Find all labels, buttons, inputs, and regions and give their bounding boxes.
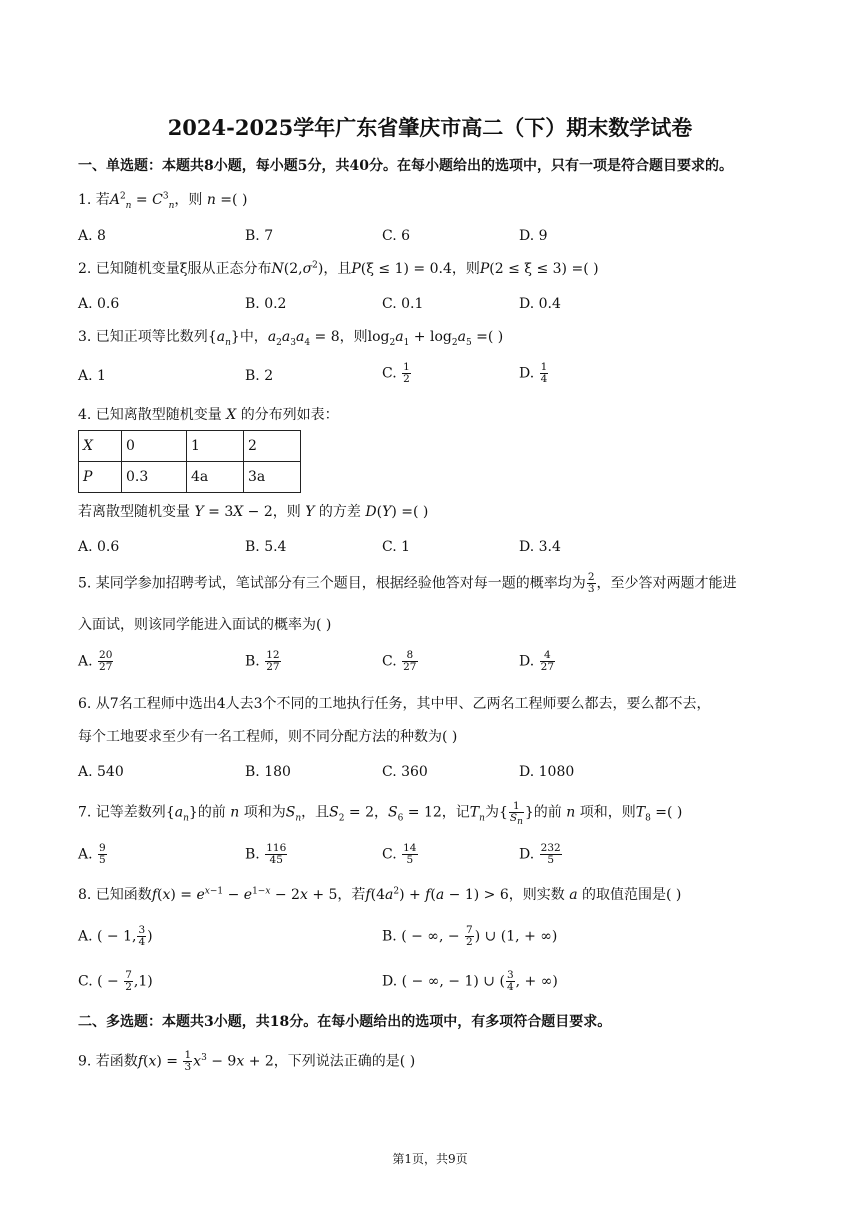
table-row xyxy=(79,462,301,493)
question-5-line2: 入面试，则该同学能进入面试的概率为( ) xyxy=(78,617,332,633)
q8-option-b[interactable]: B. ( − ∞, − $\frac{7}{2}$ ) ∪ (1, + ∞) xyxy=(382,924,558,948)
table-cell: 0.3 xyxy=(122,462,187,493)
q8-option-d[interactable]: D. ( − ∞, − 1) ∪ ( $\frac{3}{4}$ , + ∞) xyxy=(382,969,558,993)
question-2: 2. 已知随机变量ξ服从正态分布$N(2,\sigma^2)$，且P(ξ ≤ 1) = 0.4，则P(2 ≤ ξ ≤ 3) =( ) xyxy=(78,260,599,277)
q4-option-c[interactable]: C. 1 xyxy=(382,539,411,555)
question-5-line1: 5. 某同学参加招聘考试，笔试部分有三个题目，根据经验他答对每一题的概率均为 $\frac{2}{3}$ ，至少答对两题才能进 xyxy=(78,571,737,595)
q4-option-a[interactable]: A. 0.6 xyxy=(78,539,120,555)
q3-option-a[interactable]: A. 1 xyxy=(78,368,106,384)
section-1-heading: 一、单选题：本题共8小题，每小题5分，共40分。在每小题给出的选项中，只有一项是符合题目要求的。 xyxy=(78,158,733,174)
question-4: 4. 已知离散型随机变量 X 的分布列如表： xyxy=(78,407,339,423)
q2-option-a[interactable]: A. 0.6 xyxy=(78,296,120,312)
question-3: 3. 已知正项等比数列$\{a_n\}$中，$a_2a_3a_4 = 8$，则$\log_2a_1 + \log_2a_5$ =( ) xyxy=(78,329,504,348)
question-4-followup: 若离散型随机变量 Y = 3X − 2，则 Y 的方差 D(Y) =( ) xyxy=(78,504,429,520)
q5-option-a[interactable]: A. $\frac{20}{27}$ xyxy=(78,649,113,673)
q6-option-d[interactable]: D. 1080 xyxy=(519,764,575,780)
q1-option-d[interactable]: D. 9 xyxy=(519,228,548,244)
q5-option-b[interactable]: B. $\frac{12}{27}$ xyxy=(245,649,280,673)
q2-option-d[interactable]: D. 0.4 xyxy=(519,296,561,312)
q6-option-a[interactable]: A. 540 xyxy=(78,764,124,780)
q7-option-b[interactable]: B. $\frac{116}{45}$ xyxy=(245,842,287,866)
q3-option-b[interactable]: B. 2 xyxy=(245,368,274,384)
page-title: 2024-2025学年广东省肇庆市高二（下）期末数学试卷 xyxy=(167,115,693,140)
q5-option-c[interactable]: C. $\frac{8}{27}$ xyxy=(382,649,417,673)
q1-option-a[interactable]: A. 8 xyxy=(78,228,106,244)
table-cell: P xyxy=(79,462,122,493)
q7-option-c[interactable]: C. $\frac{14}{5}$ xyxy=(382,842,417,866)
table-cell: 2 xyxy=(244,431,301,462)
table-row xyxy=(79,431,301,462)
page-footer: 第1页，共9页 xyxy=(392,1152,468,1166)
q4-option-d[interactable]: D. 3.4 xyxy=(519,539,561,555)
question-8: 8. 已知函数$f(x) = e^{x-1} - e^{1-x} - 2x + 5$，若$f(4a^2) + f(a - 1) > 6$，则实数 a 的取值范围是( ) xyxy=(78,886,682,903)
q4-option-b[interactable]: B. 5.4 xyxy=(245,539,287,555)
q8-option-a[interactable]: A. ( − 1, $\frac{3}{4}$ ) xyxy=(78,924,153,948)
distribution-table xyxy=(78,430,301,493)
table-cell: 1 xyxy=(187,431,244,462)
table-cell: 4a xyxy=(187,462,244,493)
question-1: 1. 若$A^2_n = C^3_n$，则 n =( ) xyxy=(78,191,248,211)
q7-option-a[interactable]: A. $\frac{9}{5}$ xyxy=(78,842,106,866)
question-6-line2: 每个工地要求至少有一名工程师，则不同分配方法的种数为( ) xyxy=(78,729,458,745)
q7-option-d[interactable]: D. $\frac{232}{5}$ xyxy=(519,842,561,866)
q5-option-d[interactable]: D. $\frac{4}{27}$ xyxy=(519,649,555,673)
question-9: 9. 若函数f(x) = $\frac{1}{3}$ $x^3 - 9x + 2$，下列说法正确的是( ) xyxy=(78,1049,416,1073)
q3-option-c[interactable]: C. $\frac{1}{2}$ xyxy=(382,361,410,385)
section-2-heading: 二、多选题：本题共3小题，共18分。在每小题给出的选项中，有多项符合题目要求。 xyxy=(78,1014,612,1030)
question-6-line1: 6. 从7名工程师中选出4人去3个不同的工地执行任务，其中甲、乙两名工程师要么都去，要么都不去， xyxy=(78,696,711,712)
q6-option-c[interactable]: C. 360 xyxy=(382,764,428,780)
q1-option-c[interactable]: C. 6 xyxy=(382,228,411,244)
q3-option-d[interactable]: D. $\frac{1}{4}$ xyxy=(519,361,548,385)
table-cell: X xyxy=(79,431,122,462)
q1-option-b[interactable]: B. 7 xyxy=(245,228,274,244)
table-cell: 3a xyxy=(244,462,301,493)
question-7: 7. 记等差数列$\{a_n\}$的前 n 项和为$S_n$，且$S_2 = 2$，$S_6 = 12$，记$T_n$为{ $\frac{1}{S_n}$ }的前 n 项和，则$T_8$ =( ) xyxy=(78,800,683,828)
q2-option-c[interactable]: C. 0.1 xyxy=(382,296,424,312)
q2-option-b[interactable]: B. 0.2 xyxy=(245,296,287,312)
table-cell: 0 xyxy=(122,431,187,462)
q8-option-c[interactable]: C. ( − $\frac{7}{2}$ ,1) xyxy=(78,969,153,993)
q6-option-b[interactable]: B. 180 xyxy=(245,764,291,780)
